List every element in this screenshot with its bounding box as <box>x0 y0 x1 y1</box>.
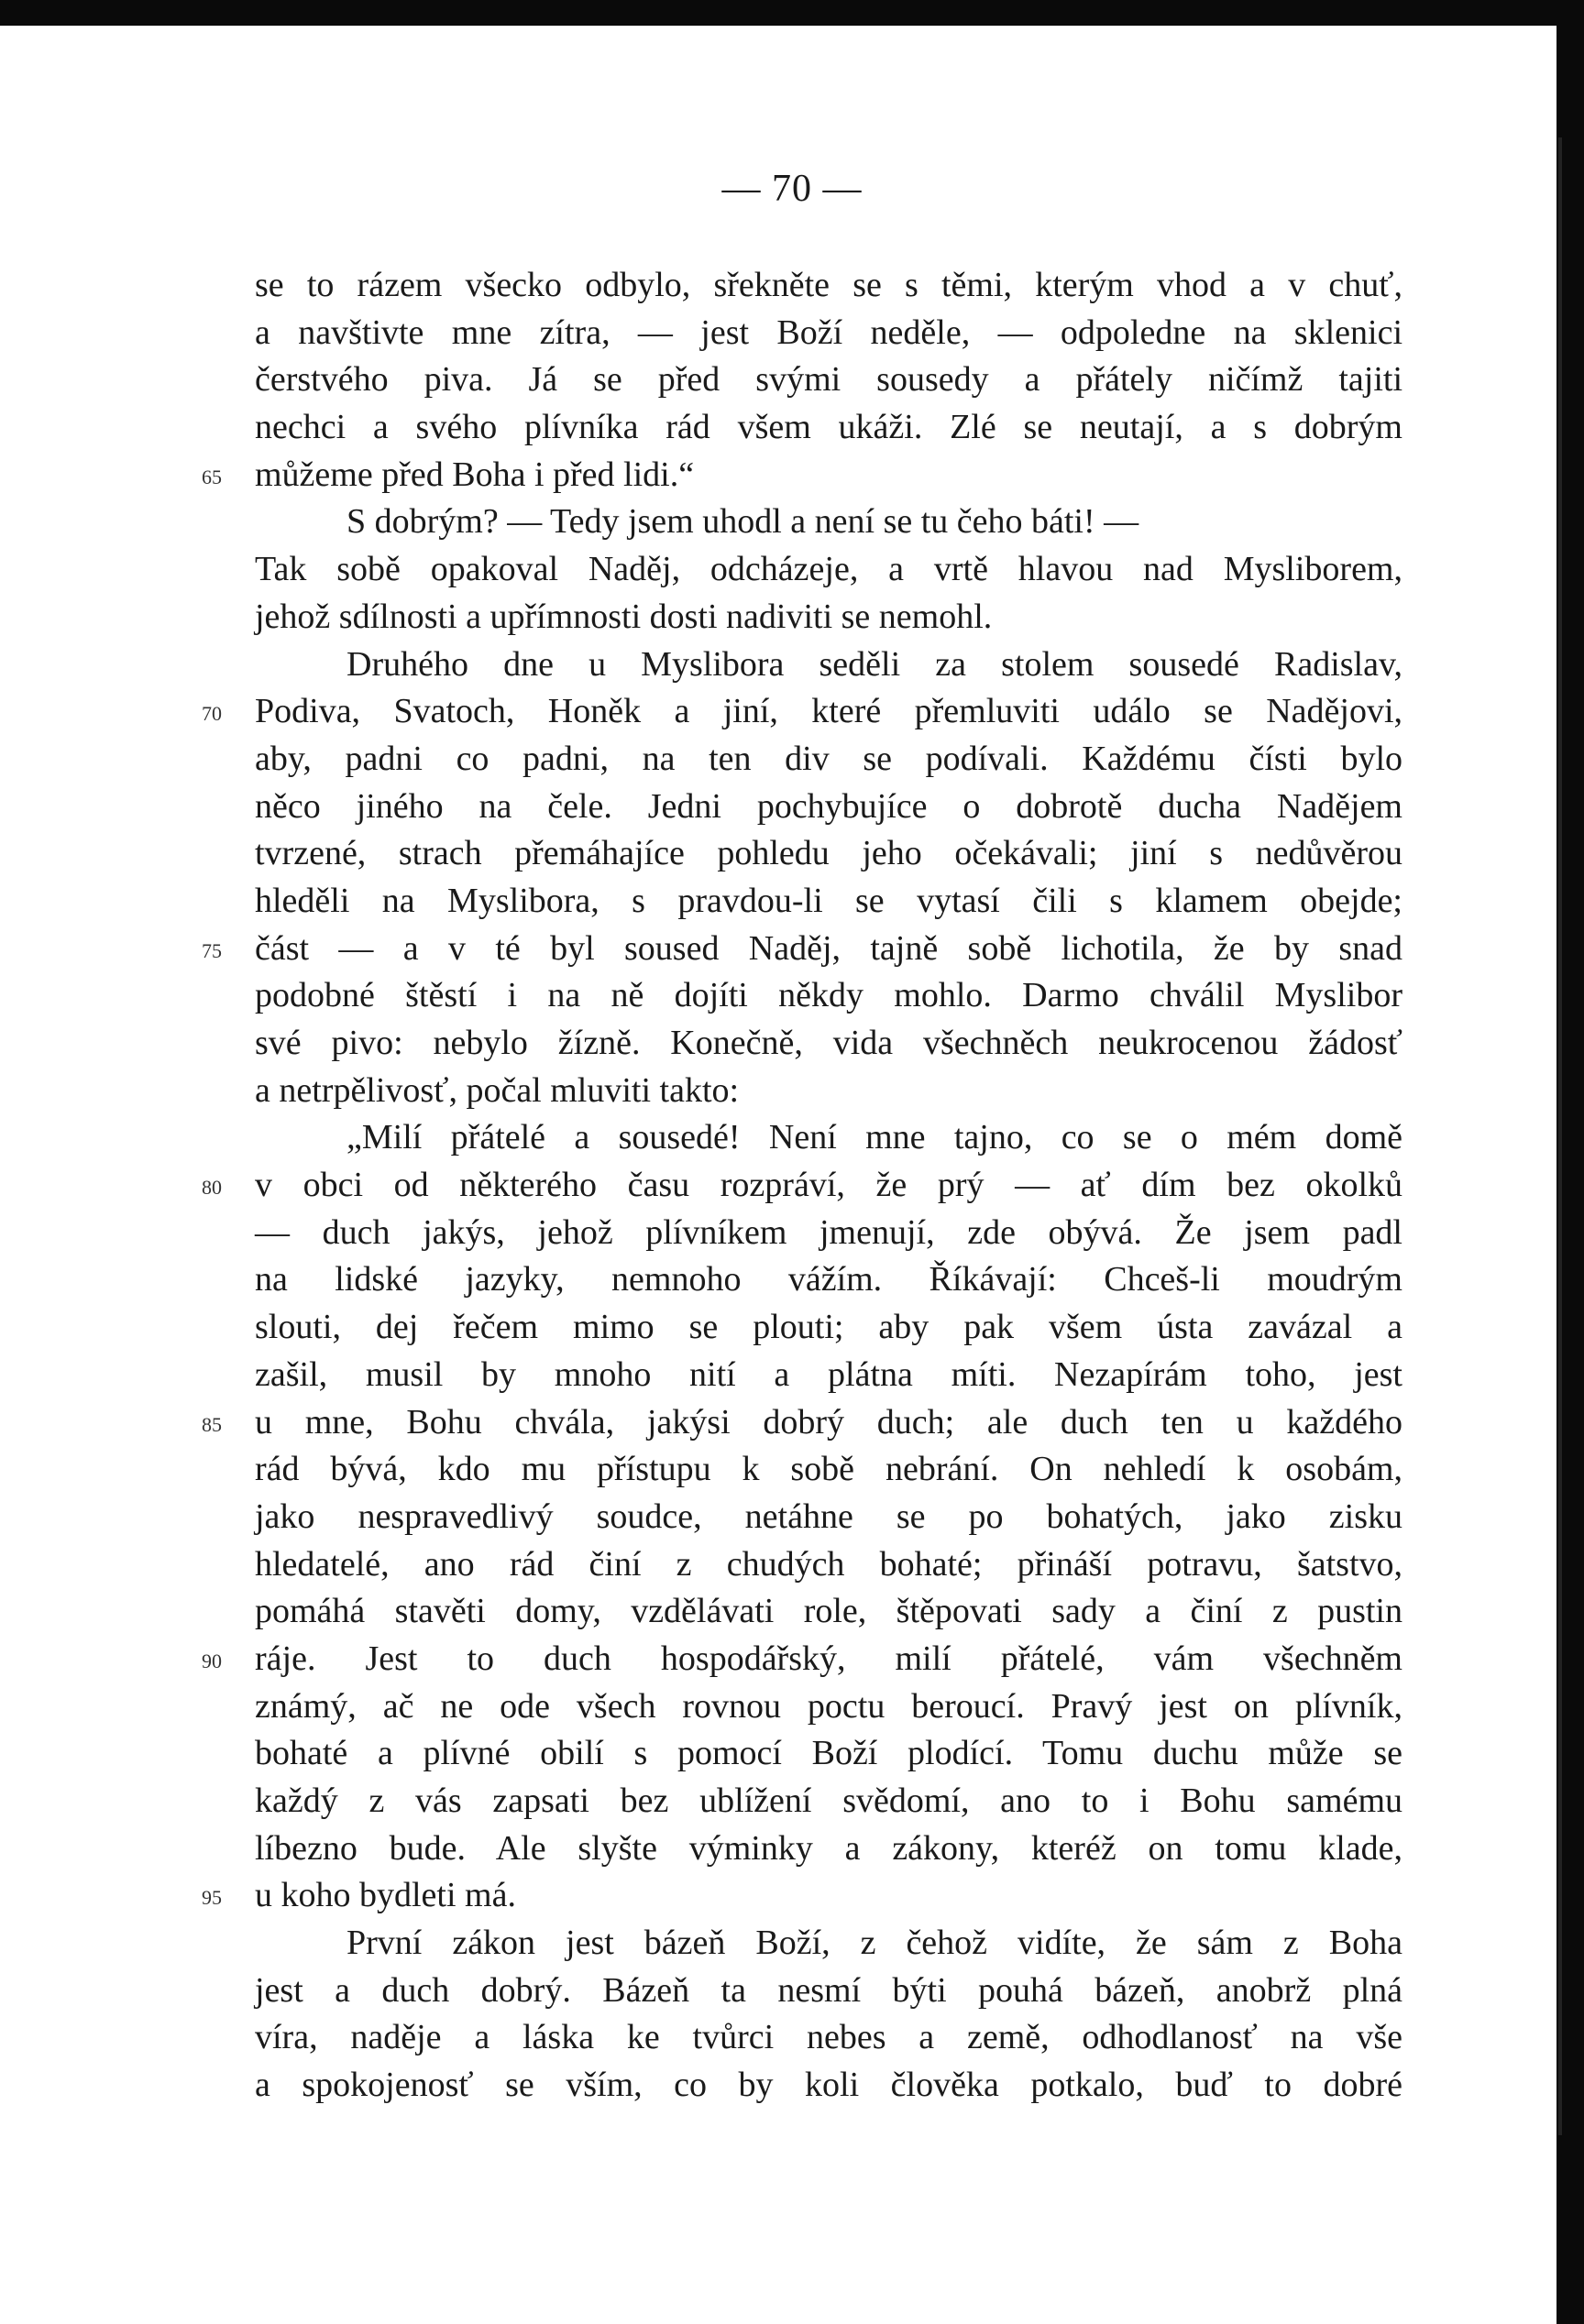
line-text: u mne, Bohu chvála, jakýsi dobrý duch; ale duch ten u každého <box>255 1402 1402 1442</box>
text-line <box>255 1825 1402 1873</box>
text-line <box>255 1683 1402 1731</box>
text-line <box>255 972 1402 1020</box>
line-text: hleděli na Myslibora, s pravdou-li se vytasí čili s klamem obejde; <box>255 881 1402 920</box>
text-line <box>255 784 1402 831</box>
line-number: 85 <box>202 1412 222 1436</box>
line-text: „Milí přátelé a sousedé! Není mne tajno, co se o mém domě <box>346 1118 1402 1157</box>
text-line <box>255 1494 1402 1541</box>
text-line <box>255 546 1402 594</box>
line-number: 75 <box>202 938 222 962</box>
text-line <box>255 262 1402 310</box>
text-line <box>255 1968 1402 2015</box>
text-line <box>255 1446 1402 1494</box>
line-number: 95 <box>202 1886 222 1910</box>
line-text: víra, naděje a láska ke tvůrci nebes a země, odhodlanosť na vše <box>255 2018 1402 2057</box>
text-line <box>255 499 1402 546</box>
text-line <box>255 356 1402 404</box>
line-text: nechci a svého plívníka rád všem ukáži. Zlé se neutají, a s dobrým <box>255 408 1402 447</box>
line-text: můžeme před Boha i před lidi.“ <box>255 455 695 494</box>
line-text: pomáhá stavěti domy, vzdělávati role, štěpovati sady a činí z pustin <box>255 1592 1402 1631</box>
line-text: tvrzené, strach přemáhajíce pohledu jeho očekávali; jiní s nedůvěrou <box>255 834 1402 873</box>
text-line <box>202 1162 1402 1210</box>
text-line <box>255 1256 1402 1304</box>
line-text: něco jiného na čele. Jedni pochybujíce o dobrotě ducha Nadějem <box>255 786 1402 826</box>
line-text: hledatelé, ano rád činí z chudých bohaté; přináší potravu, šatstvo, <box>255 1544 1402 1584</box>
text-line <box>255 1210 1402 1257</box>
line-number: 65 <box>202 465 222 488</box>
line-text: První zákon jest bázeň Boží, z čehož vidíte, že sám z Boha <box>346 1924 1402 1963</box>
line-text: rád bývá, kdo mu přístupu k sobě nebrání. On nehledí k osobám, <box>255 1450 1402 1489</box>
line-text: a netrpělivosť, počal mluviti takto: <box>255 1070 740 1110</box>
text-line <box>255 2014 1402 2062</box>
line-text: své pivo: nebylo žízně. Konečně, vida všechněch neukrocenou žádosť <box>255 1024 1402 1062</box>
text-line <box>255 641 1402 689</box>
line-text: na lidské jazyky, nemnoho vážím. Říkávají: Chceš-li moudrým <box>255 1260 1402 1299</box>
text-line <box>255 2062 1402 2110</box>
text-line <box>255 878 1402 926</box>
text-line <box>255 1020 1402 1068</box>
text-line <box>202 1399 1402 1447</box>
page-edge-line <box>1558 137 1562 2135</box>
body-text <box>202 262 1402 2110</box>
line-text: známý, ač ne ode všech rovnou poctu beroucí. Pravý jest on plívník, <box>255 1686 1402 1726</box>
text-line <box>255 1778 1402 1825</box>
line-text: část — a v té byl soused Naděj, tajně sobě lichotila, že by snad <box>255 928 1402 968</box>
text-line <box>255 736 1402 784</box>
line-text: — duch jakýs, jehož plívníkem jmenují, zde obývá. Že jsem padl <box>255 1212 1402 1252</box>
text-line <box>255 1920 1402 1968</box>
line-text: u koho bydleti má. <box>255 1876 516 1915</box>
text-line <box>255 404 1402 452</box>
line-number: 70 <box>202 702 222 726</box>
line-text: čerstvého piva. Já se před svými sousedy a přátely ničímž tajiti <box>255 360 1402 400</box>
line-text: ráje. Jest to duch hospodářský, milí přátelé, vám všechněm <box>255 1639 1402 1678</box>
text-line <box>202 926 1402 973</box>
text-line <box>255 1730 1402 1778</box>
scan-border-top <box>0 0 1584 26</box>
text-line <box>255 1541 1402 1589</box>
line-text: a spokojenosť se vším, co by koli člověka potkalo, buď to dobré <box>255 2066 1402 2105</box>
line-text: Podiva, Svatoch, Honěk a jiní, které přemluviti událo se Nadějovi, <box>255 692 1402 731</box>
text-line <box>202 688 1402 736</box>
text-line <box>255 594 1402 641</box>
line-text: líbezno bude. Ale slyšte výminky a zákony, kteréž on tomu klade, <box>255 1828 1402 1868</box>
line-text: Tak sobě opakoval Naděj, odcházeje, a vrtě hlavou nad Mysliborem, <box>255 550 1402 589</box>
line-text: v obci od některého času rozpráví, že prý — ať dím bez okolků <box>255 1166 1402 1205</box>
line-text: a navštivte mne zítra, — jest Boží neděle, — odpoledne na sklenici <box>255 312 1402 352</box>
line-number: 90 <box>202 1649 222 1672</box>
line-text: bohaté a plívné obilí s pomocí Boží plodící. Tomu duchu může se <box>255 1734 1402 1773</box>
line-text: jako nespravedlivý soudce, netáhne se po bohatých, jako zisku <box>255 1496 1402 1536</box>
line-text: jest a duch dobrý. Bázeň ta nesmí býti pouhá bázeň, anobrž plná <box>255 1970 1402 2010</box>
page-number: — 70 — <box>721 168 863 210</box>
text-line <box>202 1872 1402 1920</box>
text-line <box>255 310 1402 357</box>
text-line <box>255 1352 1402 1399</box>
text-line <box>255 1068 1402 1115</box>
text-line <box>255 1304 1402 1352</box>
text-line <box>202 452 1402 499</box>
line-text: S dobrým? — Tedy jsem uhodl a není se tu čeho báti! — <box>346 502 1139 542</box>
line-text: zašil, musil by mnoho nití a plátna míti. Nezapírám toho, jest <box>255 1354 1402 1394</box>
text-line <box>202 1636 1402 1683</box>
line-number: 80 <box>202 1176 222 1200</box>
text-line <box>255 1588 1402 1636</box>
line-text: podobné štěstí i na ně dojíti někdy mohlo. Darmo chválil Myslibor <box>255 976 1402 1015</box>
text-line <box>255 830 1402 878</box>
line-text: každý z vás zapsati bez ublížení svědomí, ano to i Bohu samému <box>255 1781 1402 1820</box>
line-text: Druhého dne u Myslibora seděli za stolem sousedé Radislav, <box>346 644 1402 684</box>
line-text: aby, padni co padni, na ten div se podívali. Každému čísti bylo <box>255 739 1402 778</box>
line-text: se to rázem všecko odbylo, sřekněte se s těmi, kterým vhod a v chuť, <box>255 266 1402 304</box>
line-text: slouti, dej řečem mimo se plouti; aby pak všem ústa zavázal a <box>255 1308 1402 1347</box>
text-line <box>255 1114 1402 1162</box>
line-text: jehož sdílnosti a upřímnosti dosti nadiviti se nemohl. <box>255 597 993 636</box>
